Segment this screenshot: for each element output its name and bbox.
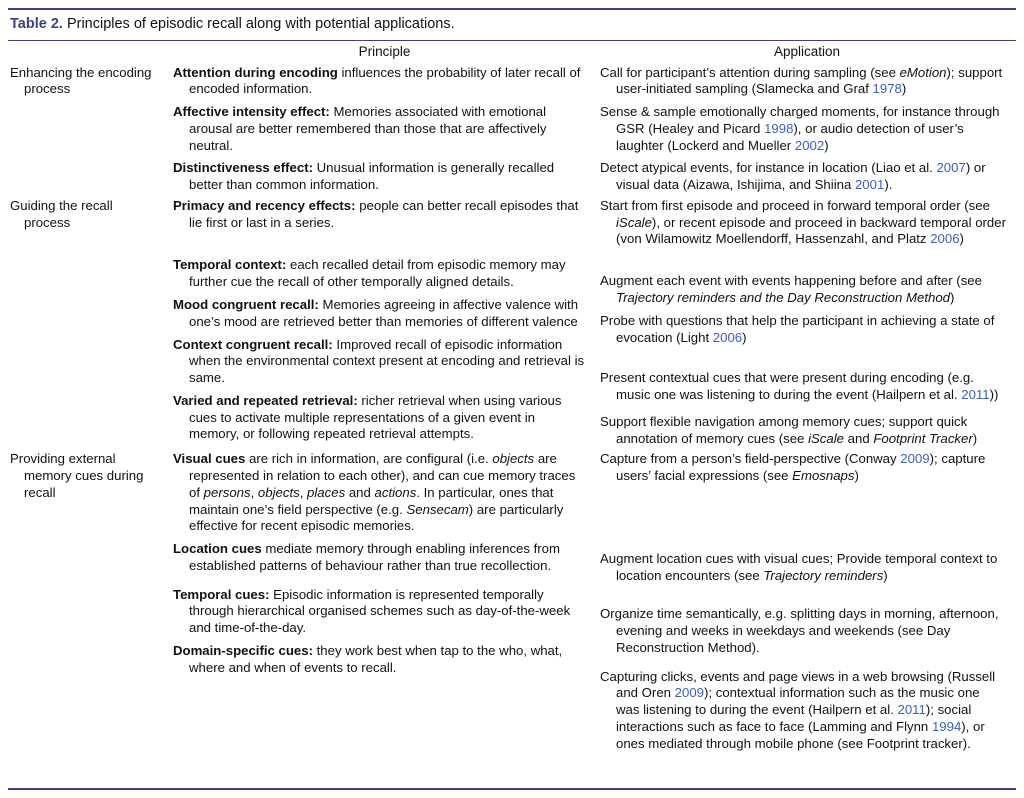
principle-text: are rich in information, are configural (i.e. objects are represented in relation to each other), and can cue memory traces of persons, objects, places and actions. In particular, ones that maintain one’s field perspective (e.g. Sensecam) are particularly effective for recent episodic memories.	[189, 451, 576, 534]
principle-text: Improved recall of episodic information when the environmental context present at encoding and retrieval is same.	[189, 336, 585, 386]
principle-text: Episodic information is represented temporally through hierarchical organised schemes such as day-of-the-week and time-of-the-day.	[189, 586, 571, 636]
principle-item	[173, 541, 588, 575]
principle-text: Memories agreeing in affective valence with one’s mood are retrieved better than memories of different valence	[189, 296, 579, 329]
principle-title: Varied and repeated retrieval:	[173, 392, 358, 408]
column-header-principle: Principle	[358, 43, 411, 59]
application-item: Sense & sample emotionally charged moments, for instance through GSR (Healey and Picard 1998), or audio detection of user’s laughter (Lockerd and Mueller 2002)	[600, 104, 1000, 153]
principles-table	[8, 41, 1016, 755]
principle-title: Location cues	[173, 541, 262, 557]
row-application-cell	[598, 196, 1016, 449]
application-item: Start from first episode and proceed in forward temporal order (see iScale), or recent episode and proceed in backward temporal order (von Wilamowitz Moellendorff, Hassenzahl, and Platz 2006)	[600, 197, 1006, 247]
row-category-label: Guiding the recall process	[10, 197, 113, 230]
principle-text: they work best when tap to the who, what, where and when of events to recall.	[189, 643, 563, 675]
application-item: Present contextual cues that were present during encoding (e.g. music one was listening to during the event (Hailpern et al. 2011))	[600, 370, 999, 403]
row-category-cell	[8, 196, 171, 449]
application-item: Capturing clicks, events and page views in a web browsing (Russell and Oren 2009); contextual information such as the music one was listening to during the event (Hailpern et al. 2011); social interactions such as face to face (Lamming and Flynn 1994), or ones mediated through mobile phone (see Footprint tracker).	[600, 668, 996, 751]
table-row	[8, 449, 1016, 754]
principle-title: Primacy and recency effects:	[173, 197, 356, 213]
column-header-category	[8, 41, 171, 63]
table-row	[8, 63, 1016, 196]
principle-item	[173, 587, 588, 637]
principle-text: people can better recall episodes that lie first or last in a series.	[189, 197, 579, 230]
row-category-cell	[8, 449, 171, 754]
principle-title: Temporal cues:	[173, 586, 270, 602]
table-row	[8, 196, 1016, 449]
principle-item	[173, 160, 588, 194]
principle-title: Attention during encoding	[173, 64, 338, 80]
principle-title: Mood congruent recall:	[173, 296, 319, 312]
application-item: Augment each event with events happening before and after (see Trajectory reminders and the Day Reconstruction Method)	[600, 273, 982, 305]
caption-text: Principles of episodic recall along with potential applications.	[62, 16, 455, 32]
principle-item	[173, 104, 588, 154]
principle-title: Distinctiveness effect:	[173, 160, 313, 176]
application-item: Support flexible navigation among memory cues; support quick annotation of memory cues (see iScale and Footprint Tracker)	[600, 413, 978, 446]
principle-item	[173, 257, 588, 291]
principle-text: mediate memory through enabling inferences from established patterns of behaviour rather than true recollection.	[189, 541, 561, 573]
column-header-application: Application	[773, 43, 841, 59]
row-principle-cell	[171, 449, 598, 754]
principle-text: each recalled detail from episodic memory may further cue the recall of other temporally aligned details.	[189, 257, 566, 290]
application-item: Capture from a person’s field-perspective (Conway 2009); capture users’ facial expressions (see Emosnaps)	[600, 451, 986, 484]
principle-item	[173, 451, 588, 535]
application-item: Call for participant’s attention during sampling (see eMotion); support user-initiated sampling (Slamecka and Graf 1978)	[600, 64, 1003, 97]
principle-item	[173, 393, 588, 443]
principle-item	[173, 65, 588, 99]
row-principle-cell	[171, 196, 598, 449]
row-application-cell	[598, 63, 1016, 196]
row-application-cell	[598, 449, 1016, 754]
application-item: Augment location cues with visual cues; Provide temporal context to location encounters (see Trajectory reminders)	[600, 550, 998, 583]
principle-text: richer retrieval when using various cues to activate multiple representations of a given event in memory, or following repeated retrieval attempts.	[189, 392, 562, 442]
principle-title: Visual cues	[173, 451, 246, 467]
caption-label: Table 2.	[10, 16, 63, 32]
principle-text: Unusual information is generally recalled better than common information.	[189, 160, 555, 193]
principle-text: influences the probability of later recall of encoded information.	[189, 64, 581, 97]
row-category-label: Providing external memory cues during recall	[10, 451, 144, 500]
table-page	[0, 8, 1024, 798]
application-item: Detect atypical events, for instance in location (Liao et al. 2007) or visual data (Aizawa, Ishijima, and Shiina 2001).	[600, 160, 986, 193]
application-item: Probe with questions that help the participant in achieving a state of evocation (Light 2006)	[600, 312, 995, 345]
row-principle-cell	[171, 63, 598, 196]
principle-title: Domain-specific cues:	[173, 643, 313, 658]
application-item: Organize time semantically, e.g. splitting days in morning, afternoon, evening and weeks in weekdays and weekends (see Day Reconstruction Method).	[600, 606, 999, 655]
table-header-row	[8, 41, 1016, 63]
principle-item	[173, 643, 588, 677]
principle-title: Context congruent recall:	[173, 336, 333, 352]
principle-title: Temporal context:	[173, 257, 287, 273]
principle-item	[173, 337, 588, 387]
row-category-label: Enhancing the encoding process	[10, 64, 152, 97]
table-caption	[8, 10, 1016, 40]
principle-title: Affective intensity effect:	[173, 104, 330, 120]
principle-item	[173, 198, 588, 232]
row-category-cell	[8, 63, 171, 196]
principle-item	[173, 297, 588, 331]
principle-text: Memories associated with emotional arousal are better remembered than those that are affectively neutral.	[189, 104, 547, 153]
